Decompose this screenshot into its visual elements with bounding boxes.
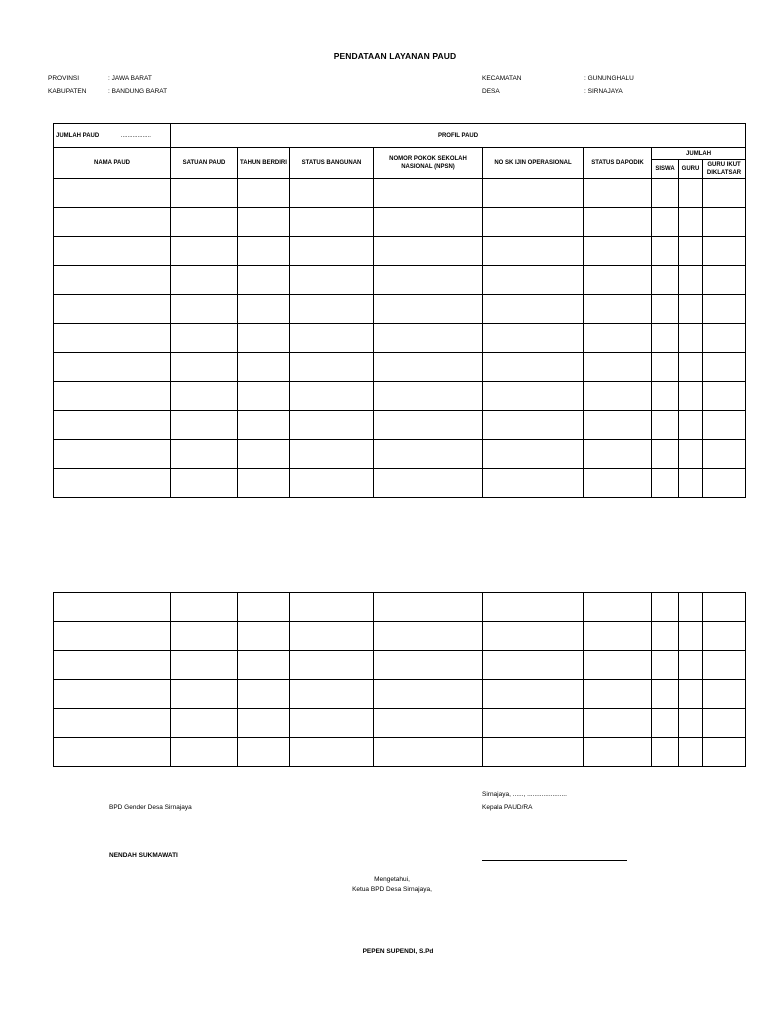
table-cell [703,738,746,767]
table-cell [238,324,290,353]
table-cell [238,622,290,651]
table-cell [703,680,746,709]
table-cell [54,324,171,353]
table-cell [652,738,679,767]
col-npsn: NOMOR POKOK SEKOLAH NASIONAL (NPSN) [374,148,483,179]
table-cell [703,469,746,498]
table-cell [483,295,584,324]
table-cell [584,266,652,295]
table-cell [679,738,703,767]
table-row [54,382,746,411]
table-cell [679,353,703,382]
table-cell [703,324,746,353]
table-cell [483,411,584,440]
table-cell [238,237,290,266]
table-cell [374,738,483,767]
kecamatan-value: : GUNUNGHALU [584,75,634,82]
table-cell [374,353,483,382]
table-cell [652,295,679,324]
table-cell [171,738,238,767]
table-cell [679,440,703,469]
table-cell [652,353,679,382]
table-cell [171,237,238,266]
left-signer-role: BPD Gender Desa Sirnajaya [109,804,192,811]
table-cell [374,237,483,266]
table-cell [374,440,483,469]
table-row [54,411,746,440]
table-row [54,622,746,651]
table-cell [374,411,483,440]
table-row [54,709,746,738]
table-row [54,469,746,498]
col-nama-paud: NAMA PAUD [54,148,171,179]
table-cell [652,411,679,440]
table-cell [54,593,171,622]
table-cell [290,411,374,440]
table-cell [652,622,679,651]
mengetahui: Mengetahui, [374,876,410,883]
kabupaten-value: : BANDUNG BARAT [108,88,168,95]
page-title: PENDATAAN LAYANAN PAUD [333,51,457,61]
table-cell [171,680,238,709]
table-cell [652,680,679,709]
table-row [54,208,746,237]
table-cell [483,738,584,767]
table-row [54,738,746,767]
table-cell [290,651,374,680]
table-cell [703,266,746,295]
table-cell [679,709,703,738]
table-cell [584,440,652,469]
jumlah-paud-cell [54,124,171,148]
table-cell [54,738,171,767]
table-cell [584,237,652,266]
jumlah-paud-value: .................. [120,132,151,139]
table-cell [584,469,652,498]
table-cell [679,266,703,295]
table-cell [584,295,652,324]
table-cell [703,622,746,651]
table-cell [54,179,171,208]
table-cell [54,295,171,324]
table-cell [171,382,238,411]
table-cell [483,651,584,680]
right-signature-line [482,860,627,861]
table-cell [483,440,584,469]
table-cell [584,680,652,709]
table-cell [584,622,652,651]
ketua-bpd-role: Ketua BPD Desa Sirnajaya, [352,886,432,893]
table-cell [374,295,483,324]
table-cell [54,411,171,440]
profil-paud-header: PROFIL PAUD [171,124,746,148]
ketua-bpd-name: PEPEN SUPENDI, S.Pd [362,948,434,955]
table-cell [652,324,679,353]
table-cell [290,738,374,767]
paud-table-continued [53,592,746,767]
table-cell [679,295,703,324]
table-row [54,440,746,469]
kecamatan-label: KECAMATAN [482,75,522,82]
col-jumlah: JUMLAH [652,148,746,160]
col-guru-diklatsar: GURU IKUT DIKLATSAR [703,160,746,179]
table-row [54,266,746,295]
table-cell [171,411,238,440]
table-cell [290,709,374,738]
table-cell [54,382,171,411]
paud-table [53,123,746,498]
col-satuan-paud: SATUAN PAUD [171,148,238,179]
table-cell [238,440,290,469]
table-cell [703,237,746,266]
table-cell [374,709,483,738]
table-cell [483,382,584,411]
table-cell [238,680,290,709]
table-body-top [54,179,746,498]
table-cell [290,440,374,469]
table-cell [238,266,290,295]
table-cell [703,411,746,440]
table-cell [171,295,238,324]
table-cell [238,411,290,440]
table-row [54,295,746,324]
table-cell [54,208,171,237]
table-cell [238,353,290,382]
table-cell [483,266,584,295]
table-cell [652,266,679,295]
table-cell [54,709,171,738]
table-cell [483,353,584,382]
table-cell [238,179,290,208]
table-cell [703,651,746,680]
table-cell [483,622,584,651]
col-tahun-berdiri: TAHUN BERDIRI [238,148,290,179]
table-cell [171,179,238,208]
col-status-dapodik: STATUS DAPODIK [584,148,652,179]
table-cell [703,208,746,237]
table-cell [584,353,652,382]
table-cell [584,709,652,738]
table-cell [171,709,238,738]
kabupaten-label: KABUPATEN [48,88,87,95]
table-row [54,324,746,353]
table-cell [290,208,374,237]
table-cell [483,237,584,266]
table-cell [171,469,238,498]
table-cell [290,353,374,382]
table-cell [290,266,374,295]
table-cell [290,179,374,208]
table-cell [374,179,483,208]
table-cell [238,295,290,324]
table-cell [290,622,374,651]
table-cell [374,651,483,680]
table-cell [483,208,584,237]
table-cell [679,622,703,651]
table-cell [54,266,171,295]
table-cell [238,469,290,498]
table-cell [679,382,703,411]
table-cell [238,593,290,622]
table-cell [483,680,584,709]
table-cell [584,179,652,208]
col-sk-ijin: NO SK IJIN OPERASIONAL [483,148,584,179]
table-cell [483,324,584,353]
table-cell [703,295,746,324]
table-cell [171,440,238,469]
table-cell [652,382,679,411]
table-row [54,593,746,622]
table-cell [374,680,483,709]
table-cell [290,593,374,622]
table-cell [652,440,679,469]
provinsi-value: : JAWA BARAT [108,75,152,82]
table-cell [238,208,290,237]
table-cell [652,709,679,738]
table-cell [54,469,171,498]
table-cell [584,411,652,440]
table-row [54,237,746,266]
table-cell [652,593,679,622]
table-cell [483,709,584,738]
table-cell [652,208,679,237]
table-cell [483,469,584,498]
table-cell [290,382,374,411]
table-cell [54,440,171,469]
table-cell [483,593,584,622]
table-cell [703,593,746,622]
table-row [54,680,746,709]
table-cell [54,237,171,266]
table-cell [374,469,483,498]
table-cell [652,237,679,266]
table-cell [54,353,171,382]
table-cell [238,709,290,738]
provinsi-label: PROVINSI [48,75,80,82]
col-siswa: SISWA [652,160,679,179]
table-cell [238,738,290,767]
table-cell [54,651,171,680]
table-cell [679,179,703,208]
table-cell [679,469,703,498]
desa-label: DESA [482,88,500,95]
table-cell [703,179,746,208]
table-cell [584,593,652,622]
table-cell [703,353,746,382]
table-row [54,651,746,680]
table-cell [374,382,483,411]
table-cell [374,622,483,651]
table-cell [703,440,746,469]
table-cell [679,324,703,353]
table-cell [584,738,652,767]
table-cell [374,208,483,237]
table-cell [679,237,703,266]
table-body-bottom [54,593,746,767]
table-cell [584,324,652,353]
table-cell [679,208,703,237]
table-cell [290,295,374,324]
table-cell [584,208,652,237]
table-cell [679,411,703,440]
table-cell [703,382,746,411]
table-cell [483,179,584,208]
table-cell [171,651,238,680]
table-cell [679,680,703,709]
table-cell [171,208,238,237]
table-cell [171,593,238,622]
desa-value: : SIRNAJAYA [584,88,623,95]
jumlah-paud-label: JUMLAH PAUD [56,132,100,139]
table-cell [703,709,746,738]
left-signer-name: NENDAH SUKMAWATI [109,852,178,859]
place-date: Sirnajaya, ......, ...................... [482,791,567,798]
table-cell [54,622,171,651]
table-cell [290,469,374,498]
table-cell [652,469,679,498]
table-cell [652,179,679,208]
table-cell [171,622,238,651]
table-cell [171,353,238,382]
table-cell [374,324,483,353]
table-cell [290,324,374,353]
table-cell [584,651,652,680]
table-cell [290,237,374,266]
table-cell [652,651,679,680]
right-signer-role: Kepala PAUD/RA [482,804,533,811]
table-cell [374,593,483,622]
table-cell [290,680,374,709]
table-row [54,353,746,382]
col-status-bangunan: STATUS BANGUNAN [290,148,374,179]
table-cell [171,324,238,353]
col-guru: GURU [679,160,703,179]
table-cell [54,680,171,709]
table-cell [238,382,290,411]
table-cell [679,593,703,622]
table-row [54,179,746,208]
table-cell [679,651,703,680]
table-cell [171,266,238,295]
table-cell [584,382,652,411]
table-cell [238,651,290,680]
table-cell [374,266,483,295]
